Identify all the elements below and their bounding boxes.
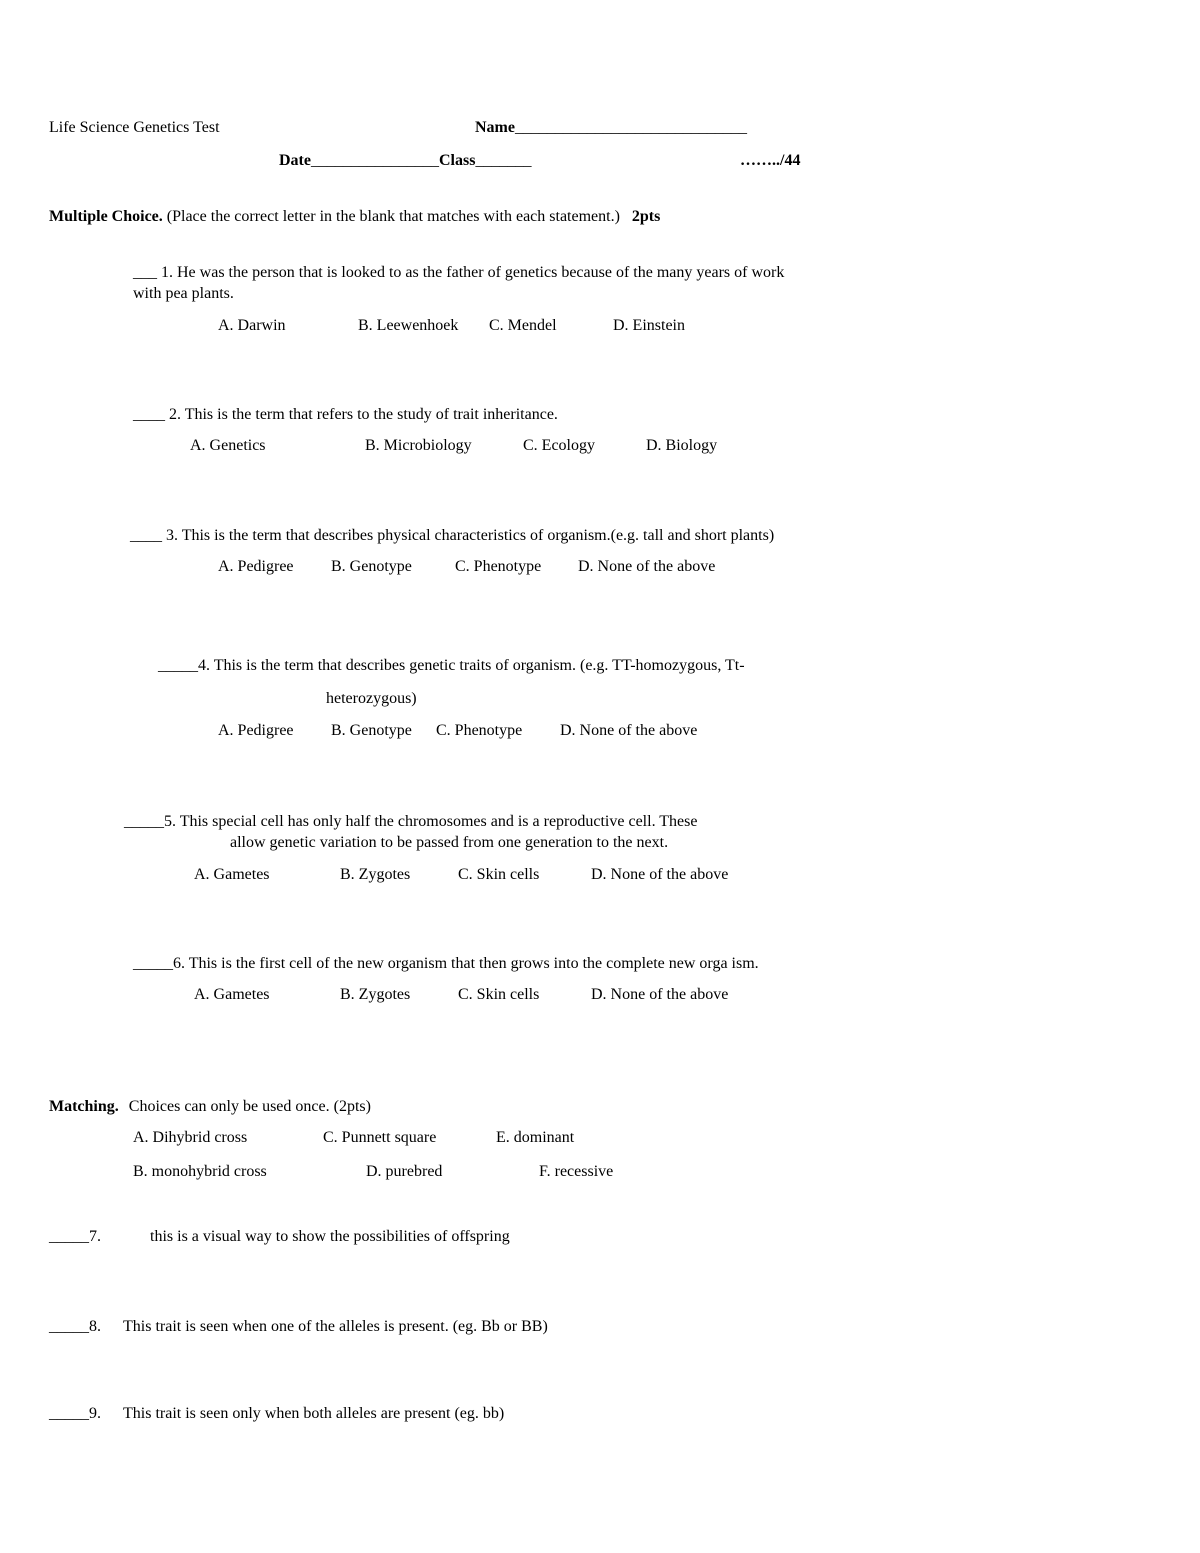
multiple-choice-points: 2pts — [631, 208, 661, 225]
answer-blank: _____ — [124, 813, 164, 830]
question-text — [133, 263, 784, 283]
question-text-line: 2. This is the term that refers to the study of trait inheritance. — [169, 406, 558, 423]
date-label: Date — [279, 152, 311, 169]
choice-c: C. Phenotype — [455, 558, 542, 575]
matching-option: A. Dihybrid cross — [133, 1129, 248, 1146]
choice-b: B. Genotype — [331, 558, 412, 575]
item-number: 8. — [89, 1318, 101, 1335]
question-text — [133, 954, 759, 974]
choice-c: C. Phenotype — [436, 722, 523, 739]
question-text-line: 1. He was the person that is looked to as the father of genetics because of the many years of work — [161, 264, 785, 281]
choice-a: A. Gametes — [194, 986, 270, 1003]
choice-d: D. Einstein — [613, 317, 685, 334]
matching-heading: Matching. — [49, 1098, 119, 1115]
multiple-choice-instructions: (Place the correct letter in the blank that matches with each statement.) — [166, 208, 620, 225]
matching-item-text: This trait is seen only when both alleles are present (eg. bb) — [123, 1405, 505, 1422]
choice-d: D. Biology — [646, 437, 718, 454]
name-line — [475, 118, 747, 138]
matching-option: B. monohybrid cross — [133, 1163, 267, 1180]
class-label: Class — [438, 152, 476, 169]
choice-b: B. Zygotes — [340, 866, 411, 883]
question-text-line: 4. This is the term that describes genetic traits of organism. (e.g. TT-homozygous, Tt- — [198, 657, 745, 674]
choice-d: D. None of the above — [578, 558, 716, 575]
choice-b: B. Microbiology — [365, 437, 472, 454]
matching-item-9 — [49, 1404, 101, 1424]
multiple-choice-heading: Multiple Choice. — [49, 208, 163, 225]
choice-c: C. Mendel — [489, 317, 557, 334]
choice-b: B. Genotype — [331, 722, 412, 739]
choice-c: C. Skin cells — [458, 866, 540, 883]
matching-instructions: Choices can only be used once. (2pts) — [128, 1098, 371, 1115]
answer-blank: _____ — [158, 657, 198, 674]
answer-blank: ____ — [133, 406, 165, 423]
answer-blank: _____ — [49, 1228, 89, 1245]
name-blank: _____________________________ — [514, 119, 747, 136]
matching-item-8 — [49, 1317, 101, 1337]
answer-blank: ___ — [133, 264, 157, 281]
question-text-line: 6. This is the first cell of the new organism that then grows into the complete new orga ism. — [173, 955, 759, 972]
matching-option: C. Punnett square — [323, 1129, 437, 1146]
question-text — [158, 656, 745, 676]
matching-item-text: This trait is seen when one of the alleles is present. (eg. Bb or BB) — [123, 1318, 548, 1335]
choice-d: D. None of the above — [591, 866, 729, 883]
answer-blank: _____ — [49, 1318, 89, 1335]
matching-heading-line — [49, 1097, 371, 1117]
question-text — [133, 405, 558, 425]
choice-a: A. Darwin — [218, 317, 286, 334]
question-text — [124, 812, 697, 832]
choice-d: D. None of the above — [591, 986, 729, 1003]
answer-blank: ____ — [130, 527, 162, 544]
question-text — [130, 526, 774, 546]
choice-b: B. Leewenhoek — [358, 317, 459, 334]
choice-a: A. Genetics — [190, 437, 266, 454]
choice-a: A. Gametes — [194, 866, 270, 883]
matching-item-7 — [49, 1227, 101, 1247]
choice-a: A. Pedigree — [218, 722, 294, 739]
item-number: 9. — [89, 1405, 101, 1422]
answer-blank: _____ — [49, 1405, 89, 1422]
choice-d: D. None of the above — [560, 722, 698, 739]
multiple-choice-heading-line — [49, 207, 660, 227]
date-class-line — [279, 151, 531, 171]
class-blank: _______ — [475, 152, 532, 169]
matching-option: D. purebred — [366, 1163, 443, 1180]
choice-c: C. Skin cells — [458, 986, 540, 1003]
answer-blank: _____ — [133, 955, 173, 972]
name-label: Name — [475, 119, 515, 136]
matching-item-text: this is a visual way to show the possibilities of offspring — [150, 1228, 510, 1245]
choice-c: C. Ecology — [523, 437, 595, 454]
item-number: 7. — [89, 1228, 101, 1245]
question-text-line-2: allow genetic variation to be passed from one generation to the next. — [230, 834, 669, 851]
question-text-line-2: heterozygous) — [326, 690, 417, 707]
choice-b: B. Zygotes — [340, 986, 411, 1003]
matching-option: F. recessive — [539, 1163, 614, 1180]
question-text-line: 3. This is the term that describes physical characteristics of organism.(e.g. tall and short plants) — [166, 527, 775, 544]
question-text-line: 5. This special cell has only half the chromosomes and is a reproductive cell. These — [164, 813, 698, 830]
test-title: Life Science Genetics Test — [49, 119, 220, 136]
question-text-line-2: with pea plants. — [133, 285, 234, 302]
score-total: ……../44 — [740, 152, 801, 169]
matching-option: E. dominant — [496, 1129, 575, 1146]
choice-a: A. Pedigree — [218, 558, 294, 575]
date-blank: ________________ — [310, 152, 439, 169]
